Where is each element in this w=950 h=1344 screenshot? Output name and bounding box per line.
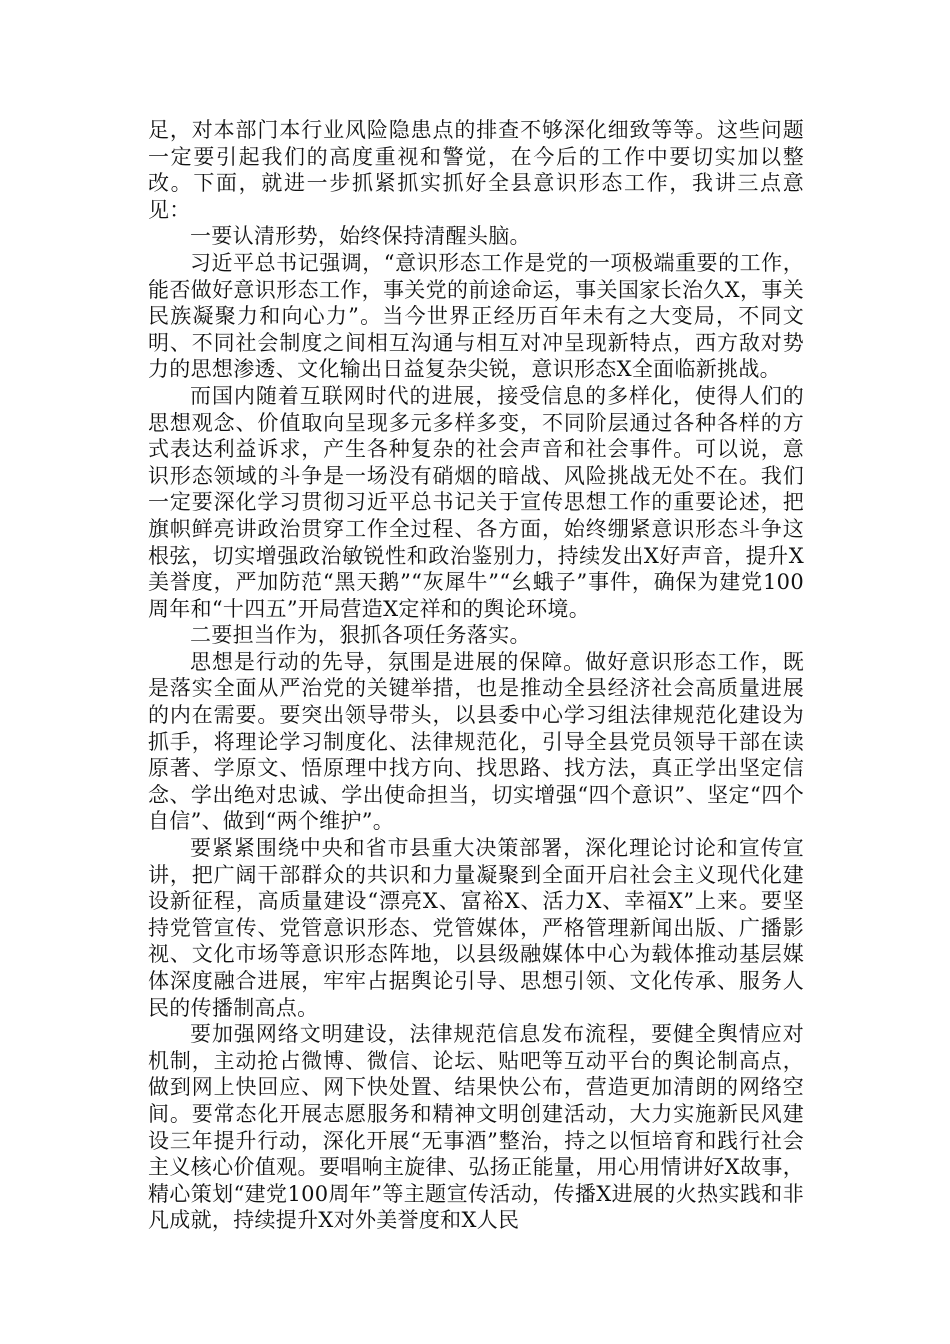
heading-point-one: 一要认清形势，始终保持清醒头脑。 <box>190 224 531 249</box>
heading-point-two: 二要担当作为，狠抓各项任务落实。 <box>190 623 531 648</box>
paragraph: 而国内随着互联网时代的进展，接受信息的多样化，使得人们的思想观念、价值取向呈现多元多样多变，不同阶层通过各种各样的方式表达利益诉求，产生各种复杂的社会声音和社会事件。可以说，意识形态领域的斗争是一场没有硝烟的暗战、风险挑战无处不在。我们一定要深化学习贯彻习近平总书记关于宣传思想工作的重要论述，把旗帜鲜亮讲政治贯穿工作全过程、各方面，始终绷紧意识形态斗争这根弦，切实增强政治敏锐性和政治鉴别力，持续发出X好声音，提升X美誉度，严加防范“黑天鹅”“灰犀牛”“幺蛾子”事件，确保为建党100周年和“十四五”开局营造X定祥和的舆论环境。 <box>148 383 804 621</box>
paragraph: 思想是行动的先导，氛围是进展的保障。做好意识形态工作，既是落实全面从严治党的关键举措，也是推动全县经济社会高质量进展的内在需要。要突出领导带头，以县委中心学习组法律规范化建设为抓手，将理论学习制度化、法律规范化，引导全县党员领导干部在读原著、学原文、悟原理中找方向、找思路、找方法，真正学出坚定信念、学出绝对忠诚、学出使命担当，切实增强“四个意识”、坚定“四个自信”、做到“两个维护”。 <box>148 649 804 834</box>
paragraph: 要加强网络文明建设，法律规范信息发布流程，要健全舆情应对机制，主动抢占微博、微信、论坛、贴吧等互动平台的舆论制高点，做到网上快回应、网下快处置、结果快公布，营造更加清朗的网络空间。要常态化开展志愿服务和精神文明创建活动，大力实施新民风建设三年提升行动，深化开展“无事酒”整治，持之以恒培育和践行社会主义核心价值观。要唱响主旋律、弘扬正能量，用心用情讲好X故事，精心策划“建党100周年”等主题宣传活动，传播X进展的火热实践和非凡成就，持续提升X对外美誉度和X人民 <box>148 1022 804 1233</box>
paragraph: 习近平总书记强调，“意识形态工作是党的一项极端重要的工作，能否做好意识形态工作，事关党的前途命运，事关国家长治久X，事关民族凝聚力和向心力”。当今世界正经历百年未有之大变局，不同文明、不同社会制度之间相互沟通与相互对冲呈现新特点，西方敌对势力的思想渗透、文化输出日益复杂尖锐，意识形态X全面临新挑战。 <box>148 250 804 382</box>
paragraph: 要紧紧围绕中央和省市县重大决策部署，深化理论讨论和宣传宣讲，把广阔干部群众的共识和力量凝聚到全面开启社会主义现代化建设新征程，高质量建设“漂亮X、富裕X、活力X、幸福X”上来。要坚持党管宣传、党管意识形态、党管媒体，严格管理新闻出版、广播影视、文化市场等意识形态阵地，以县级融媒体中心为载体推动基层媒体深度融合进展，牢牢占据舆论引导、思想引领、文化传承、服务人民的传播制高点。 <box>148 836 804 1020</box>
document-page <box>148 117 804 1234</box>
paragraph-intro: 足，对本部门本行业风险隐患点的排查不够深化细致等等。这些问题一定要引起我们的高度重视和警觉，在今后的工作中要切实加以整改。下面，就进一步抓紧抓实抓好全县意识形态工作，我讲三点意见： <box>148 118 804 222</box>
